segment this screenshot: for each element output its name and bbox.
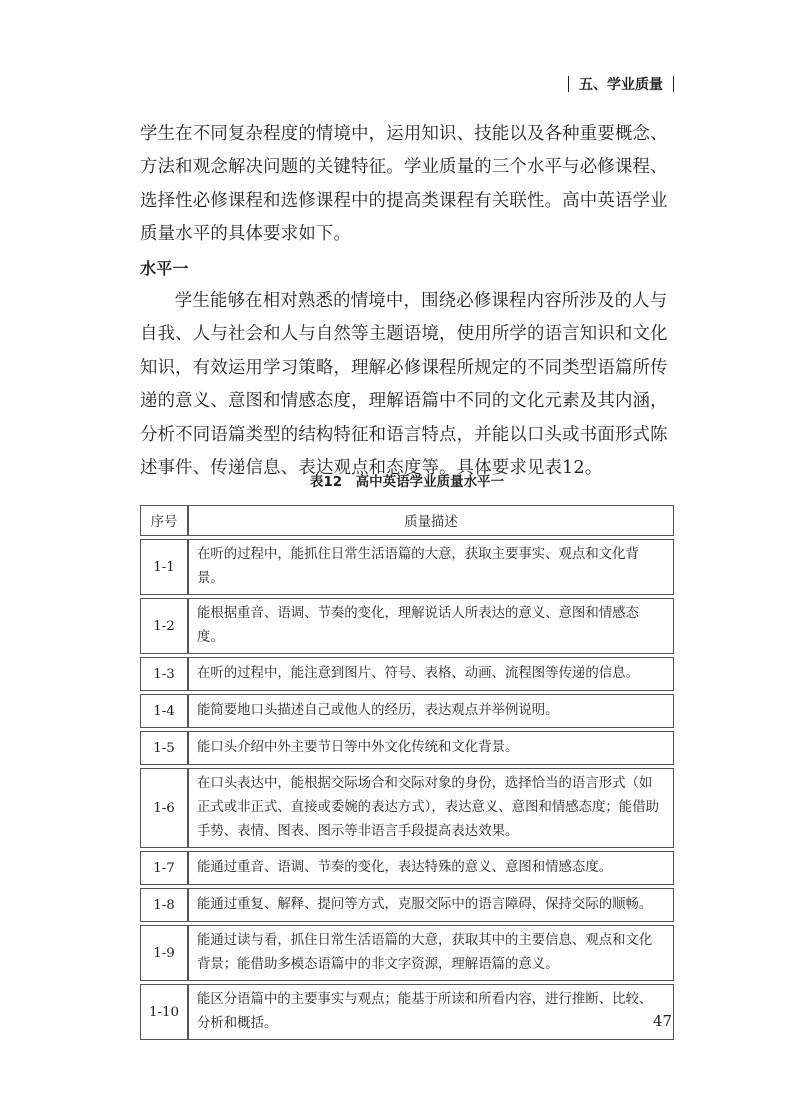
row-description: 能简要地口头描述自己或他人的经历，表达观点并举例说明。 [188, 694, 674, 728]
table-row [140, 888, 674, 922]
row-index: 1-9 [140, 925, 188, 981]
row-description: 能区分语篇中的主要事实与观点；能基于所读和所看内容，进行推断、比较、分析和概括。 [188, 984, 674, 1040]
row-description: 能通过读与看，抓住日常生活语篇的大意，获取其中的主要信息、观点和文化背景；能借助多模态语篇中的非文字资源，理解语篇的意义。 [188, 925, 674, 981]
row-description: 能通过重音、语调、节奏的变化，表达特殊的意义、意图和情感态度。 [188, 851, 674, 885]
table-header-row [140, 505, 674, 536]
body-text [140, 118, 670, 485]
running-header [568, 74, 674, 94]
table-row [140, 731, 674, 765]
quality-table [140, 502, 674, 1043]
row-index: 1-5 [140, 731, 188, 765]
row-index: 1-4 [140, 694, 188, 728]
table-row [140, 768, 674, 848]
paragraph-continued: 学生在不同复杂程度的情境中，运用知识、技能以及各种重要概念、方法和观念解决问题的关键特征。学业质量的三个水平与必修课程、选择性必修课程和选修课程中的提高类课程有关联性。高中英语学业质量水平的具体要求如下。 [140, 124, 668, 245]
row-description: 能口头介绍中外主要节日等中外文化传统和文化背景。 [188, 731, 674, 765]
table-row [140, 925, 674, 981]
row-index: 1-7 [140, 851, 188, 885]
page-number: 47 [652, 1012, 672, 1030]
row-description: 能根据重音、语调、节奏的变化，理解说话人所表达的意义、意图和情感态度。 [188, 598, 674, 654]
table-row [140, 694, 674, 728]
row-index: 1-6 [140, 768, 188, 848]
paragraph-level-one: 学生能够在相对熟悉的情境中，围绕必修课程内容所涉及的人与自我、人与社会和人与自然等主题语境，使用所学的语言知识和文化知识，有效运用学习策略，理解必修课程所规定的不同类型语篇所传递的意义、意图和情感态度，理解语篇中不同的文化元素及其内涵，分析不同语篇类型的结构特征和语言特点，并能以口头或书面形式陈述事件、传递信息、表达观点和态度等。具体要求见表12。 [140, 291, 668, 479]
row-index: 1-3 [140, 657, 188, 691]
section-title: 五、学业质量 [579, 77, 663, 93]
row-description: 能通过重复、解释、提问等方式，克服交际中的语言障碍，保持交际的顺畅。 [188, 888, 674, 922]
row-description: 在听的过程中，能抓住日常生活语篇的大意，获取主要事实、观点和文化背景。 [188, 539, 674, 595]
header-right-rule [673, 76, 674, 92]
row-index: 1-10 [140, 984, 188, 1040]
row-description: 在口头表达中，能根据交际场合和交际对象的身份，选择恰当的语言形式（如正式或非正式、直接或委婉的表达方式），表达意义、意图和情感态度；能借助手势、表情、图表、图示等非语言手段提高表达效果。 [188, 768, 674, 848]
row-index: 1-1 [140, 539, 188, 595]
header-left-rule [568, 76, 569, 92]
subheading-level-one: 水平一 [140, 258, 189, 278]
table-row [140, 539, 674, 595]
table-row [140, 598, 674, 654]
table-row [140, 851, 674, 885]
table-row [140, 657, 674, 691]
header-index: 序号 [140, 505, 188, 536]
row-description: 在听的过程中，能注意到图片、符号、表格、动画、流程图等传递的信息。 [188, 657, 674, 691]
table-caption: 表12 高中英语学业质量水平一 [309, 474, 505, 490]
table-row [140, 984, 674, 1040]
row-index: 1-2 [140, 598, 188, 654]
header-description: 质量描述 [188, 505, 674, 536]
row-index: 1-8 [140, 888, 188, 922]
